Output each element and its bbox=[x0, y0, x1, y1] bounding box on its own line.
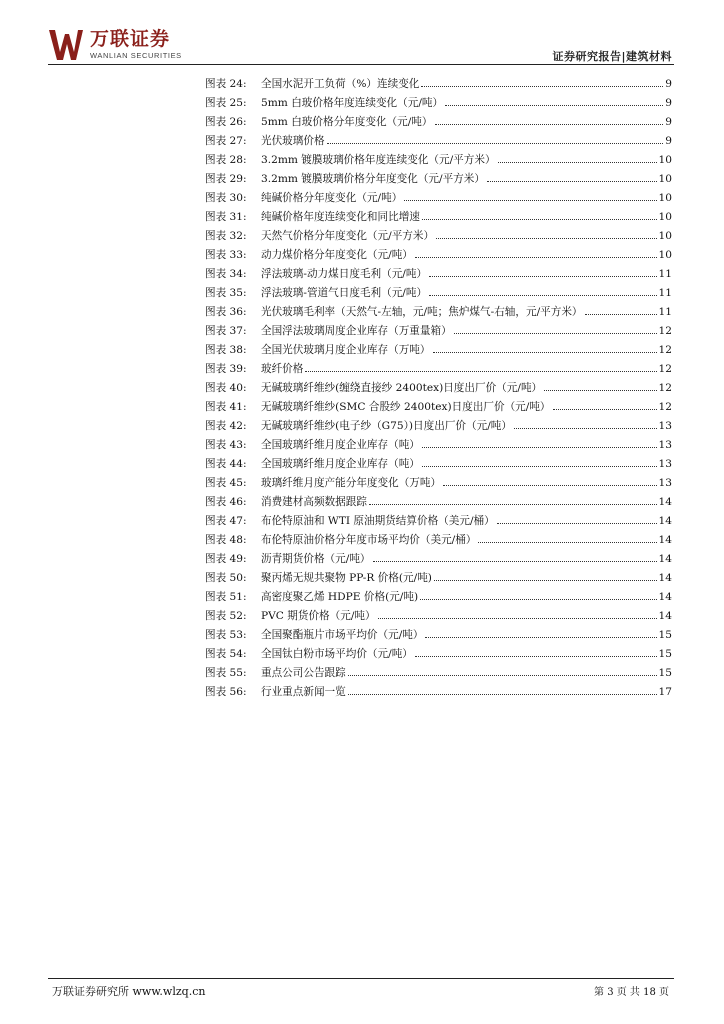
toc-entry-label: 图表 47: bbox=[205, 515, 247, 527]
toc-dot-leader bbox=[553, 409, 657, 410]
toc-entry-page: 10 bbox=[658, 173, 672, 185]
toc-entry[interactable] bbox=[205, 132, 672, 151]
toc-dot-leader bbox=[433, 352, 657, 353]
toc-entry-title: 3.2mm 镀膜玻璃价格分年度变化（元/平方米） bbox=[261, 173, 485, 185]
toc-dot-leader bbox=[425, 637, 656, 638]
toc-dot-leader bbox=[327, 143, 664, 144]
toc-entry-title: 全国聚酯瓶片市场平均价（元/吨） bbox=[261, 629, 424, 641]
toc-entry-page: 14 bbox=[658, 515, 672, 527]
toc-entry[interactable] bbox=[205, 569, 672, 588]
toc-entry-label: 图表 24: bbox=[205, 78, 247, 90]
toc-entry-title: PVC 期货价格（元/吨） bbox=[261, 610, 376, 622]
toc-dot-leader bbox=[429, 276, 656, 277]
toc-entry[interactable] bbox=[205, 512, 672, 531]
toc-entry-page: 13 bbox=[658, 439, 672, 451]
toc-dot-leader bbox=[435, 124, 664, 125]
toc-entry-label: 图表 55: bbox=[205, 667, 247, 679]
toc-entry-page: 11 bbox=[658, 306, 672, 318]
toc-entry-title: 玻纤价格 bbox=[261, 363, 304, 375]
toc-entry-page: 12 bbox=[658, 363, 672, 375]
toc-entry-title: 无碱玻璃纤维纱(缠绕直接纱 2400tex)日度出厂价（元/吨） bbox=[261, 382, 543, 394]
toc-entry-label: 图表 56: bbox=[205, 686, 247, 698]
toc-entry[interactable] bbox=[205, 322, 672, 341]
toc-entry-label: 图表 50: bbox=[205, 572, 247, 584]
toc-entry-label: 图表 27: bbox=[205, 135, 247, 147]
toc-entry-title: 全国光伏玻璃月度企业库存（万吨） bbox=[261, 344, 431, 356]
toc-entry[interactable] bbox=[205, 455, 672, 474]
toc-entry[interactable] bbox=[205, 303, 672, 322]
toc-entry-title: 消费建材高频数据跟踪 bbox=[261, 496, 367, 508]
toc-entry-title: 纯碱价格年度连续变化和同比增速 bbox=[261, 211, 420, 223]
toc-entry-label: 图表 30: bbox=[205, 192, 247, 204]
toc-entry-page: 9 bbox=[665, 78, 672, 90]
toc-entry[interactable] bbox=[205, 170, 672, 189]
logo-chinese-name: 万联证券 bbox=[90, 28, 171, 50]
toc-entry[interactable] bbox=[205, 189, 672, 208]
toc-entry[interactable] bbox=[205, 151, 672, 170]
toc-entry[interactable] bbox=[205, 645, 672, 664]
toc-entry[interactable] bbox=[205, 379, 672, 398]
toc-entry[interactable] bbox=[205, 227, 672, 246]
toc-dot-leader bbox=[585, 314, 657, 315]
toc-entry-label: 图表 39: bbox=[205, 363, 247, 375]
toc-entry-page: 9 bbox=[665, 135, 672, 147]
toc-entry-page: 10 bbox=[658, 211, 672, 223]
toc-entry-title: 3.2mm 镀膜玻璃价格年度连续变化（元/平方米） bbox=[261, 154, 496, 166]
toc-entry-title: 全国玻璃纤维月度企业库存（吨） bbox=[261, 439, 420, 451]
toc-entry-page: 9 bbox=[665, 116, 672, 128]
toc-dot-leader bbox=[454, 333, 657, 334]
toc-entry[interactable] bbox=[205, 284, 672, 303]
toc-entry-label: 图表 46: bbox=[205, 496, 247, 508]
toc-dot-leader bbox=[422, 447, 657, 448]
toc-entry-label: 图表 28: bbox=[205, 154, 247, 166]
toc-entry-label: 图表 37: bbox=[205, 325, 247, 337]
toc-dot-leader bbox=[478, 542, 656, 543]
toc-entry-label: 图表 54: bbox=[205, 648, 247, 660]
toc-entry-title: 5mm 白玻价格分年度变化（元/吨） bbox=[261, 116, 433, 128]
toc-entry-page: 12 bbox=[658, 344, 672, 356]
toc-entry-page: 10 bbox=[658, 249, 672, 261]
toc-entry-title: 重点公司公告跟踪 bbox=[261, 667, 346, 679]
toc-entry-label: 图表 40: bbox=[205, 382, 247, 394]
toc-dot-leader bbox=[498, 162, 657, 163]
toc-entry[interactable] bbox=[205, 607, 672, 626]
toc-dot-leader bbox=[434, 580, 657, 581]
toc-entry-title: 无碱玻璃纤维纱(SMC 合股纱 2400tex)日度出厂价（元/吨） bbox=[261, 401, 551, 413]
toc-entry[interactable] bbox=[205, 360, 672, 379]
toc-dot-leader bbox=[415, 656, 657, 657]
toc-entry[interactable] bbox=[205, 398, 672, 417]
toc-entry[interactable] bbox=[205, 265, 672, 284]
toc-dot-leader bbox=[544, 390, 656, 391]
toc-entry[interactable] bbox=[205, 75, 672, 94]
toc-entry-title: 全国钛白粉市场平均价（元/吨） bbox=[261, 648, 413, 660]
footer-source: 万联证券研究所 www.wlzq.cn bbox=[52, 985, 206, 998]
toc-entry-page: 11 bbox=[658, 287, 672, 299]
toc-entry[interactable] bbox=[205, 208, 672, 227]
toc-entry-label: 图表 34: bbox=[205, 268, 247, 280]
toc-entry-page: 13 bbox=[658, 477, 672, 489]
toc-dot-leader bbox=[443, 485, 656, 486]
toc-entry-title: 无碱玻璃纤维纱(电子纱（G75）)日度出厂价（元/吨） bbox=[261, 420, 512, 432]
toc-entry-label: 图表 33: bbox=[205, 249, 247, 261]
toc-entry-title: 布伦特原油价格分年度市场平均价（美元/桶） bbox=[261, 534, 477, 546]
toc-entry-label: 图表 36: bbox=[205, 306, 247, 318]
toc-entry-title: 全国玻璃纤维月度企业库存（吨） bbox=[261, 458, 420, 470]
toc-entry-title: 全国浮法玻璃周度企业库存（万重量箱） bbox=[261, 325, 452, 337]
toc-entry[interactable] bbox=[205, 417, 672, 436]
toc-entry-label: 图表 45: bbox=[205, 477, 247, 489]
toc-dot-leader bbox=[445, 105, 663, 106]
toc-entry-title: 布伦特原油和 WTI 原油期货结算价格（美元/桶） bbox=[261, 515, 495, 527]
toc-entry[interactable] bbox=[205, 531, 672, 550]
toc-entry-page: 15 bbox=[658, 648, 672, 660]
toc-entry-label: 图表 43: bbox=[205, 439, 247, 451]
toc-entry-page: 13 bbox=[658, 458, 672, 470]
toc-entry-page: 17 bbox=[658, 686, 672, 698]
toc-entry-label: 图表 29: bbox=[205, 173, 247, 185]
toc-entry-page: 14 bbox=[658, 610, 672, 622]
toc-entry-page: 10 bbox=[658, 192, 672, 204]
toc-dot-leader bbox=[305, 371, 656, 372]
toc-entry-title: 沥青期货价格（元/吨） bbox=[261, 553, 371, 565]
page-header bbox=[0, 0, 724, 70]
toc-entry-label: 图表 35: bbox=[205, 287, 247, 299]
toc-entry-title: 浮法玻璃-动力煤日度毛利（元/吨） bbox=[261, 268, 428, 280]
toc-entry-title: 光伏玻璃毛利率（天然气-左轴，元/吨；焦炉煤气-右轴，元/平方米） bbox=[261, 306, 583, 318]
toc-entry-title: 动力煤价格分年度变化（元/吨） bbox=[261, 249, 413, 261]
toc-dot-leader bbox=[404, 200, 656, 201]
toc-entry-label: 图表 38: bbox=[205, 344, 247, 356]
toc-entry[interactable] bbox=[205, 113, 672, 132]
toc-entry[interactable] bbox=[205, 626, 672, 645]
toc-entry-page: 9 bbox=[665, 97, 672, 109]
header-divider bbox=[48, 64, 674, 65]
toc-entry-label: 图表 51: bbox=[205, 591, 247, 603]
toc-entry-label: 图表 32: bbox=[205, 230, 247, 242]
toc-entry[interactable] bbox=[205, 493, 672, 512]
toc-entry-title: 玻璃纤维月度产能分年度变化（万吨） bbox=[261, 477, 442, 489]
toc-dot-leader bbox=[369, 504, 657, 505]
toc-entry[interactable] bbox=[205, 664, 672, 683]
toc-entry-page: 12 bbox=[658, 325, 672, 337]
toc-entry[interactable] bbox=[205, 588, 672, 607]
footer-divider bbox=[48, 978, 674, 979]
toc-entry-label: 图表 42: bbox=[205, 420, 247, 432]
toc-entry-title: 行业重点新闻一览 bbox=[261, 686, 346, 698]
logo-english-name: WANLIAN SECURITIES bbox=[90, 51, 182, 60]
toc-entry-page: 12 bbox=[658, 382, 672, 394]
toc-entry-label: 图表 44: bbox=[205, 458, 247, 470]
toc-entry[interactable] bbox=[205, 474, 672, 493]
toc-entry-label: 图表 41: bbox=[205, 401, 247, 413]
toc-entry-page: 11 bbox=[658, 268, 672, 280]
toc-entry-page: 14 bbox=[658, 572, 672, 584]
toc-entry-label: 图表 31: bbox=[205, 211, 247, 223]
toc-dot-leader bbox=[348, 694, 657, 695]
toc-entry[interactable] bbox=[205, 94, 672, 113]
toc-dot-leader bbox=[429, 295, 656, 296]
toc-entry-page: 10 bbox=[658, 154, 672, 166]
toc-entry-label: 图表 53: bbox=[205, 629, 247, 641]
toc-dot-leader bbox=[420, 599, 656, 600]
toc-entry-page: 10 bbox=[658, 230, 672, 242]
company-logo bbox=[48, 28, 182, 62]
toc-entry-title: 5mm 白玻价格年度连续变化（元/吨） bbox=[261, 97, 444, 109]
toc-entry[interactable] bbox=[205, 246, 672, 265]
page-number: 第 3 页 共 18 页 bbox=[594, 987, 669, 998]
toc-entry-page: 14 bbox=[658, 496, 672, 508]
toc-entry-label: 图表 25: bbox=[205, 97, 247, 109]
toc-entry[interactable] bbox=[205, 550, 672, 569]
figure-index-list bbox=[205, 75, 672, 702]
toc-entry-title: 天然气价格分年度变化（元/平方米） bbox=[261, 230, 435, 242]
toc-entry-title: 聚丙烯无规共聚物 PP-R 价格(元/吨) bbox=[261, 572, 432, 584]
toc-entry-label: 图表 52: bbox=[205, 610, 247, 622]
toc-entry-title: 光伏玻璃价格 bbox=[261, 135, 325, 147]
toc-dot-leader bbox=[422, 219, 657, 220]
toc-dot-leader bbox=[422, 466, 657, 467]
toc-entry-page: 14 bbox=[658, 534, 672, 546]
toc-entry-page: 12 bbox=[658, 401, 672, 413]
toc-dot-leader bbox=[373, 561, 657, 562]
toc-dot-leader bbox=[436, 238, 656, 239]
toc-dot-leader bbox=[487, 181, 657, 182]
toc-entry-page: 13 bbox=[658, 420, 672, 432]
toc-entry-title: 全国水泥开工负荷（%）连续变化 bbox=[261, 78, 420, 90]
toc-entry[interactable] bbox=[205, 341, 672, 360]
toc-dot-leader bbox=[514, 428, 657, 429]
toc-entry-label: 图表 48: bbox=[205, 534, 247, 546]
toc-entry-title: 纯碱价格分年度变化（元/吨） bbox=[261, 192, 403, 204]
toc-dot-leader bbox=[497, 523, 657, 524]
toc-entry-page: 15 bbox=[658, 629, 672, 641]
toc-entry[interactable] bbox=[205, 683, 672, 702]
toc-dot-leader bbox=[348, 675, 657, 676]
toc-dot-leader bbox=[378, 618, 657, 619]
toc-entry[interactable] bbox=[205, 436, 672, 455]
toc-dot-leader bbox=[415, 257, 657, 258]
toc-entry-title: 浮法玻璃-管道气日度毛利（元/吨） bbox=[261, 287, 428, 299]
toc-entry-page: 14 bbox=[658, 553, 672, 565]
wanlian-logo-icon bbox=[48, 28, 84, 62]
toc-dot-leader bbox=[421, 86, 663, 87]
toc-entry-label: 图表 49: bbox=[205, 553, 247, 565]
toc-entry-label: 图表 26: bbox=[205, 116, 247, 128]
toc-entry-page: 15 bbox=[658, 667, 672, 679]
report-category: 证券研究报告|建筑材料 bbox=[552, 50, 672, 63]
toc-entry-title: 高密度聚乙烯 HDPE 价格(元/吨) bbox=[261, 591, 419, 603]
toc-entry-page: 14 bbox=[658, 591, 672, 603]
